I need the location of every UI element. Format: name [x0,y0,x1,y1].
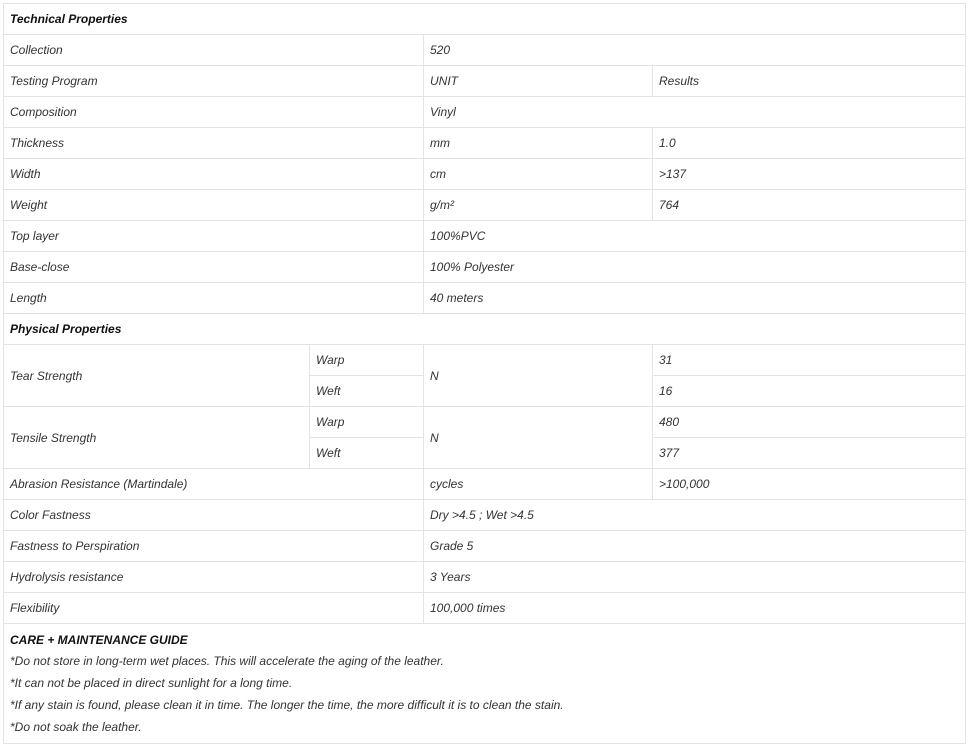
table-row [4,35,966,66]
thickness-unit: mm [424,128,653,159]
composition-value: Vinyl [424,97,966,128]
table-row [4,314,966,345]
care-line: *Do not store in long-term wet places. This will accelerate the aging of the leather. [10,654,444,668]
testing-program-label: Testing Program [4,66,424,97]
base-close-value: 100% Polyester [424,252,966,283]
perspiration-label: Fastness to Perspiration [4,531,424,562]
tear-strength-warp-label: Warp [310,345,424,376]
tear-strength-label: Tear Strength [4,345,310,407]
tensile-strength-label: Tensile Strength [4,407,310,469]
tear-strength-weft-value: 16 [653,376,966,407]
table-row [4,283,966,314]
composition-label: Composition [4,97,424,128]
table-row [4,221,966,252]
length-label: Length [4,283,424,314]
thickness-value: 1.0 [653,128,966,159]
table-row [4,252,966,283]
table-row [4,66,966,97]
collection-label: Collection [4,35,424,66]
care-guide [4,624,966,744]
color-fastness-label: Color Fastness [4,500,424,531]
table-row [4,159,966,190]
care-line: *Do not soak the leather. [10,720,142,734]
hydrolysis-label: Hydrolysis resistance [4,562,424,593]
physical-properties-heading: Physical Properties [4,314,966,345]
perspiration-value: Grade 5 [424,531,966,562]
table-row [4,345,966,376]
results-column-header: Results [653,66,966,97]
table-row [4,469,966,500]
color-fastness-value: Dry >4.5 ; Wet >4.5 [424,500,966,531]
tear-strength-warp-value: 31 [653,345,966,376]
flexibility-value: 100,000 times [424,593,966,624]
table-row [4,500,966,531]
technical-properties-table [3,3,966,744]
weight-unit: g/m² [424,190,653,221]
table-row [4,624,966,744]
tear-strength-weft-label: Weft [310,376,424,407]
care-guide-heading: CARE + MAINTENANCE GUIDE [10,633,188,647]
weight-value: 764 [653,190,966,221]
abrasion-unit: cycles [424,469,653,500]
table-row [4,4,966,35]
table-row [4,407,966,438]
care-line: *If any stain is found, please clean it in time. The longer the time, the more difficult it is to clean the stain. [10,698,564,712]
tensile-strength-warp-label: Warp [310,407,424,438]
tensile-strength-weft-label: Weft [310,438,424,469]
abrasion-value: >100,000 [653,469,966,500]
width-value: >137 [653,159,966,190]
top-layer-label: Top layer [4,221,424,252]
table-row [4,190,966,221]
table-row [4,562,966,593]
abrasion-label: Abrasion Resistance (Martindale) [4,469,424,500]
width-unit: cm [424,159,653,190]
table-row [4,128,966,159]
width-label: Width [4,159,424,190]
technical-properties-heading: Technical Properties [4,4,966,35]
thickness-label: Thickness [4,128,424,159]
weight-label: Weight [4,190,424,221]
tensile-strength-warp-value: 480 [653,407,966,438]
flexibility-label: Flexibility [4,593,424,624]
collection-value: 520 [424,35,966,66]
tear-strength-unit: N [424,345,653,407]
top-layer-value: 100%PVC [424,221,966,252]
length-value: 40 meters [424,283,966,314]
tensile-strength-unit: N [424,407,653,469]
table-row [4,97,966,128]
tensile-strength-weft-value: 377 [653,438,966,469]
unit-column-header: UNIT [424,66,653,97]
care-line: *It can not be placed in direct sunlight for a long time. [10,676,293,690]
table-row [4,531,966,562]
table-row [4,593,966,624]
hydrolysis-value: 3 Years [424,562,966,593]
base-close-label: Base-close [4,252,424,283]
